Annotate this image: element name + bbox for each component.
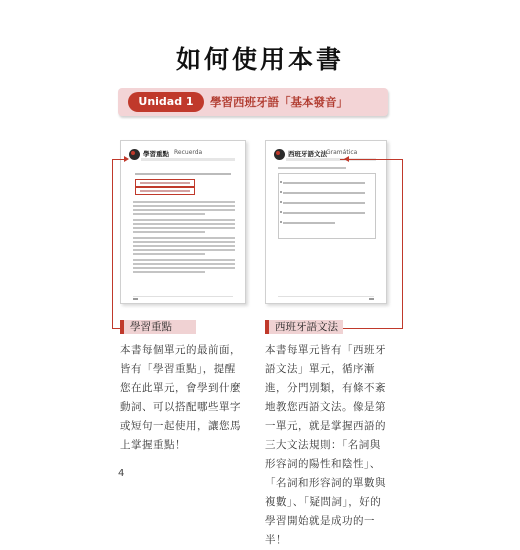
- section-body-learning-points: 本書每個單元的最前面，皆有「學習重點」，提醒您在此單元，會學到什麼動詞、可以搭配哪些單字或短句一起使用，讓您馬上掌握重點！: [120, 344, 241, 451]
- callout-line-right: [340, 159, 403, 329]
- sample-header-label: 學習重點: [143, 150, 169, 158]
- callout-arrow-right: [344, 156, 349, 162]
- sample-page-learning-points: [120, 140, 246, 304]
- sample-header-sublabel: Gramática: [326, 149, 358, 156]
- sample-page-header: [129, 149, 235, 161]
- section-body-grammar: 本書每單元皆有「西班牙語文法」單元，循序漸進，分門別類，有條不紊地教您西語文法。像是第一單元，就是掌握西語的三大文法規則：「名詞與形容詞的陽性和陰性」、「名詞和形容詞的單數與複數」、「疑問詞」，好的學習開始就是成功的一半！: [265, 344, 386, 546]
- section-label-text: 西班牙語文法: [275, 321, 338, 333]
- sample-highlight-box: [135, 187, 195, 195]
- section-label-grammar: [265, 320, 343, 334]
- section-label-learning-points: [120, 320, 196, 334]
- sample-header-sublabel: Recuerda: [174, 149, 203, 156]
- sample-highlight-box: [135, 179, 195, 187]
- unit-title: 學習西班牙語「基本發音」: [210, 95, 348, 109]
- sample-header-label: 西班牙語文法: [288, 150, 327, 158]
- callout-arrow-left: [124, 156, 129, 162]
- heart-logo-icon: [129, 149, 140, 160]
- page-number: 4: [118, 468, 125, 479]
- callout-line-left: [112, 159, 125, 329]
- unit-number-badge: Unidad 1: [128, 92, 204, 112]
- heart-logo-icon: [274, 149, 285, 160]
- section-label-text: 學習重點: [130, 321, 172, 333]
- unit-banner: [118, 88, 388, 116]
- page-title: 如何使用本書: [175, 45, 344, 74]
